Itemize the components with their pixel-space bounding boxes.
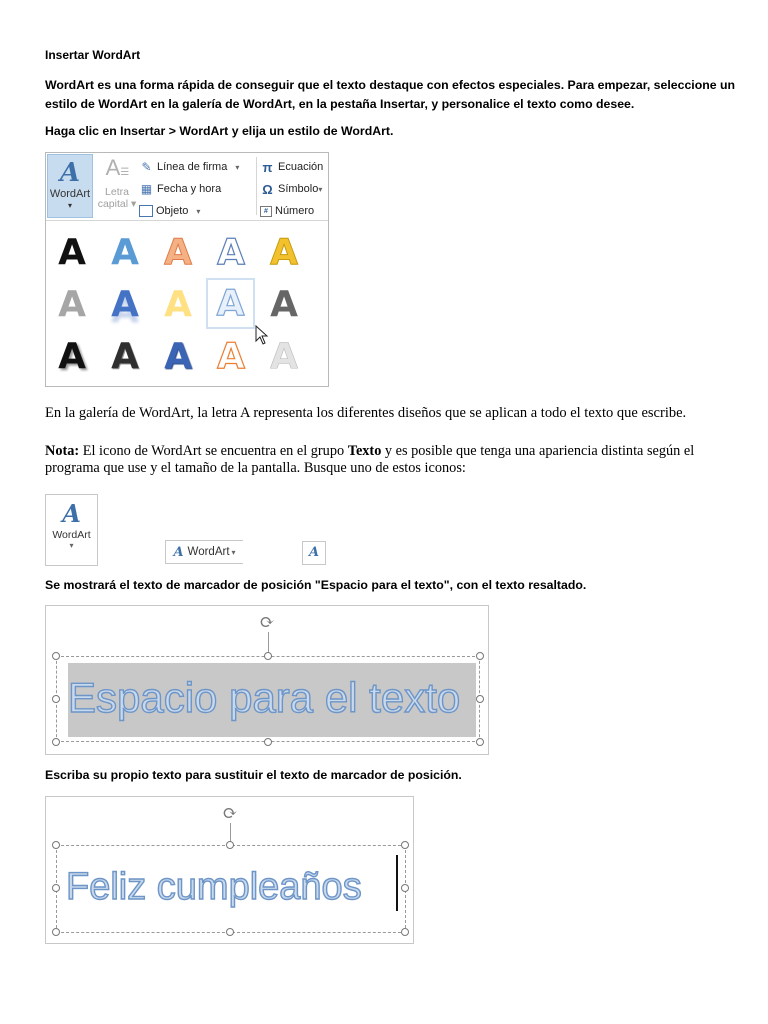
replace-note: Escriba su propio texto para sustituir el texto de marcador de posición.	[45, 768, 462, 782]
resize-handle[interactable]	[226, 928, 234, 936]
rotate-handle-icon[interactable]: ⟳	[222, 803, 238, 823]
resize-handle[interactable]	[264, 738, 272, 746]
custom-textbox-screenshot	[45, 796, 414, 944]
wordart-label: WordArt	[49, 188, 91, 200]
wordart-icon-only-button[interactable]	[302, 541, 326, 565]
resize-handle[interactable]	[264, 652, 272, 660]
placeholder-note: Se mostrará el texto de marcador de posición "Espacio para el texto", con el texto resaltado.	[45, 578, 587, 592]
wordart-icon: A	[59, 158, 81, 188]
resize-handle[interactable]	[401, 928, 409, 936]
calendar-icon: ▦	[140, 181, 153, 196]
wordart-style[interactable]: A	[111, 232, 139, 273]
note-bold: Texto	[347, 443, 382, 459]
wordart-style[interactable]: A	[58, 336, 86, 377]
wordart-style[interactable]: A	[164, 284, 192, 325]
omega-icon: Ω	[262, 181, 273, 197]
placeholder-text[interactable]: Espacio para el texto	[68, 674, 461, 721]
ribbon-text-group	[46, 153, 328, 221]
resize-handle[interactable]	[476, 652, 484, 660]
wordart-icon: A	[308, 545, 320, 560]
wordart-style[interactable]: A	[111, 336, 139, 377]
resize-handle[interactable]	[476, 738, 484, 746]
wordart-style[interactable]: A	[58, 232, 86, 273]
placeholder-textbox-screenshot	[45, 605, 489, 755]
wordart-gallery	[46, 221, 328, 386]
wordart-style[interactable]: A	[111, 284, 139, 325]
note-label: Nota:	[45, 443, 80, 459]
wordart-button[interactable]	[47, 154, 93, 218]
drop-cap-label-2: capital ▾	[97, 198, 137, 210]
resize-handle[interactable]	[52, 884, 60, 892]
resize-handle[interactable]	[52, 695, 60, 703]
resize-handle[interactable]	[401, 884, 409, 892]
note-pre: El icono de WordArt se encuentra en el grupo	[79, 443, 348, 459]
chevron-down-icon: ▾	[235, 162, 240, 172]
signature-icon: ✎	[141, 159, 152, 174]
note-paragraph	[45, 443, 735, 477]
chevron-down-icon: ▾	[318, 184, 323, 194]
resize-handle[interactable]	[52, 738, 60, 746]
step-post: y elija un estilo de WordArt.	[228, 124, 394, 138]
resize-handle[interactable]	[476, 695, 484, 703]
pi-icon: π	[262, 159, 273, 175]
symbol-button[interactable]: Ω Símbolo ▾	[260, 178, 328, 200]
drop-cap-label-1: Letra	[105, 186, 129, 198]
wordart-label: WordArt	[187, 546, 230, 558]
step-bold: WordArt	[179, 124, 229, 138]
chevron-down-icon: ▾	[69, 541, 74, 550]
mouse-cursor-icon	[255, 325, 269, 345]
chevron-down-icon: ▾	[196, 206, 201, 216]
wordart-icon: A	[62, 499, 81, 528]
rotate-handle-icon[interactable]: ⟳	[259, 612, 275, 632]
text-cursor	[396, 855, 398, 911]
wordart-style[interactable]: A	[58, 284, 86, 325]
wordart-large-icon-button[interactable]	[45, 494, 98, 566]
insert-items-group	[139, 156, 255, 222]
wordart-small-button[interactable]	[165, 540, 243, 564]
wordart-icon: A	[173, 544, 184, 560]
object-button[interactable]: Objeto ▾	[139, 200, 255, 222]
step-pre: Haga clic en Insertar >	[45, 124, 180, 138]
resize-handle[interactable]	[226, 841, 234, 849]
divider	[256, 157, 257, 215]
resize-handle[interactable]	[52, 928, 60, 936]
step-instruction	[45, 124, 393, 138]
wordart-style[interactable]: A	[270, 232, 298, 273]
symbols-group	[260, 156, 328, 222]
date-time-button[interactable]: ▦ Fecha y hora	[140, 181, 222, 196]
signature-line-button[interactable]: ✎ Línea de firma ▾	[139, 156, 255, 178]
wordart-style[interactable]: A	[217, 336, 245, 377]
number-icon: #	[260, 206, 272, 217]
drop-cap-button[interactable]	[96, 155, 138, 218]
wordart-style-selected[interactable]: A	[206, 278, 255, 329]
drop-cap-icon: A☰	[105, 155, 129, 180]
wordart-style[interactable]: A	[164, 232, 192, 273]
intro-paragraph: WordArt es una forma rápida de conseguir que el texto destaque con efectos especiales. Para empezar, seleccione un estilo de WordArt en la galería de WordArt, en la pestaña Insertar, y personalice el texto como desee.	[45, 78, 736, 111]
resize-handle[interactable]	[401, 841, 409, 849]
chevron-down-icon: ▾	[67, 201, 72, 210]
chevron-down-icon: ▾	[231, 547, 236, 557]
custom-text[interactable]: Feliz cumpleaños	[66, 866, 362, 908]
resize-handle[interactable]	[52, 841, 60, 849]
wordart-style[interactable]: A	[217, 232, 245, 273]
note-post: y es posible que tenga una apariencia distinta según el programa que use y el tamaño de la pantalla. Busque uno de estos iconos:	[45, 443, 695, 476]
number-button[interactable]: # Número	[260, 200, 328, 222]
wordart-style[interactable]: A	[270, 336, 298, 377]
gallery-note: En la galería de WordArt, la letra A representa los diferentes diseños que se aplican a todo el texto que escribe.	[45, 405, 687, 421]
resize-handle[interactable]	[52, 652, 60, 660]
object-icon	[139, 205, 153, 217]
wordart-label: WordArt	[52, 529, 91, 541]
equation-button[interactable]: π Ecuación	[260, 156, 328, 178]
heading: Insertar WordArt	[45, 48, 141, 62]
wordart-style[interactable]: A	[270, 284, 298, 325]
ribbon-screenshot	[45, 152, 329, 387]
wordart-style[interactable]: A	[164, 336, 192, 377]
